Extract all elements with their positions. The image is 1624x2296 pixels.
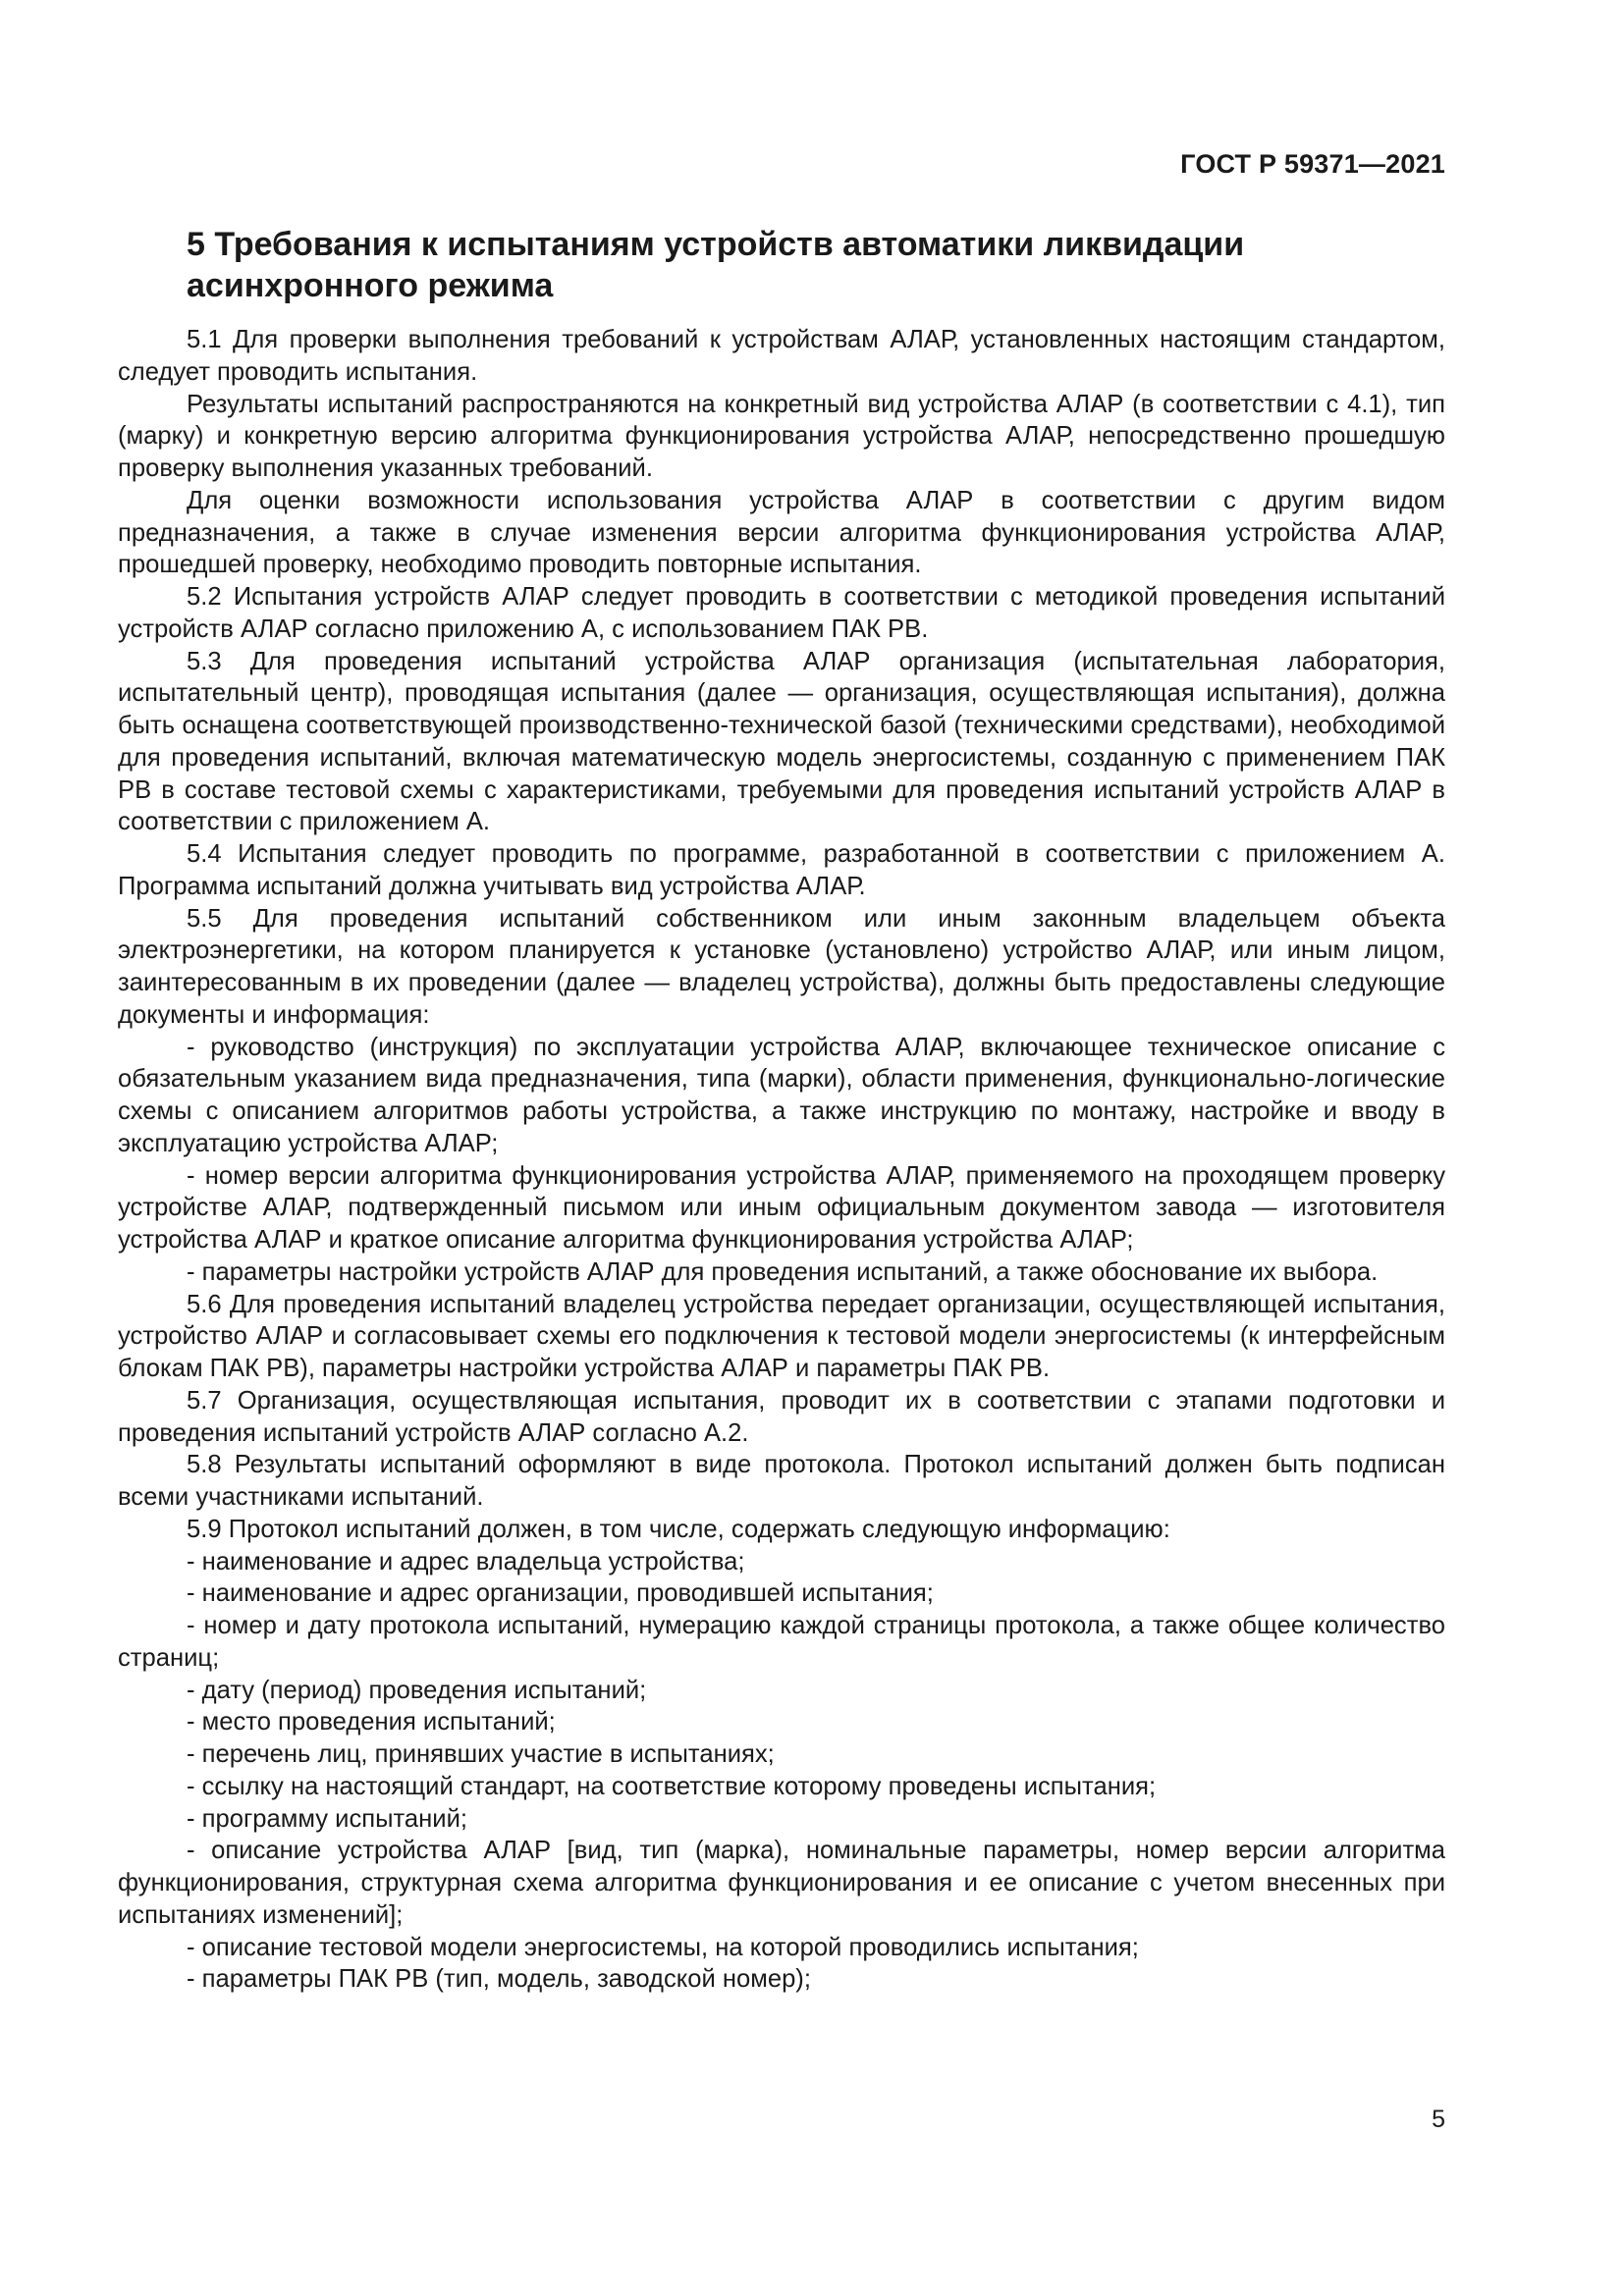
paragraph-5-1: 5.1 Для проверки выполнения требований к устройствам АЛАР, установленных настоящим стандартом, следует проводить испытания. xyxy=(118,326,1445,386)
list-item: - номер и дату протокола испытаний, нумерацию каждой страницы протокола, а также общее количество страниц; xyxy=(118,1612,1445,1672)
paragraph: Для оценки возможности использования устройства АЛАР в соответствии с другим видом предназначения, а также в случае изменения версии алгоритма функционирования устройства АЛАР, прошедшей проверку, необходимо проводить повторные испытания. xyxy=(118,486,1445,579)
section-body xyxy=(118,324,1445,1996)
list-item: - параметры настройки устройств АЛАР для проведения испытаний, а также обоснование их выбора. xyxy=(187,1257,1379,1286)
page-number: 5 xyxy=(1432,2106,1445,2133)
paragraph: Результаты испытаний распространяются на конкретный вид устройства АЛАР (в соответствии с 4.1), тип (марку) и конкретную версию алгоритма функционирования устройства АЛАР, непосредственно прошедшую проверку выполнения указанных требований. xyxy=(118,390,1445,482)
list-item: - руководство (инструкция) по эксплуатации устройства АЛАР, включающее техническое описание с обязательным указанием вида предназначения, типа (марки), области применения, функционально-логические схемы с описанием алгоритмов работы устройства, а также инструкцию по монтажу, настройке и вводу в эксплуатацию устройства АЛАР; xyxy=(118,1033,1445,1157)
paragraph-5-8: 5.8 Результаты испытаний оформляют в виде протокола. Протокол испытаний должен быть подписан всеми участниками испытаний. xyxy=(118,1451,1445,1511)
paragraph-5-2: 5.2 Испытания устройств АЛАР следует проводить в соответствии с методикой проведения испытаний устройств АЛАР согласно приложению А, с использованием ПАК РВ. xyxy=(118,583,1445,643)
paragraph-5-6: 5.6 Для проведения испытаний владелец устройства передает организации, осуществляющей испытания, устройство АЛАР и согласовывает схемы его подключения к тестовой модели энергосистемы (к интерфейсным блокам ПАК РВ), параметры настройки устройства АЛАР и параметры ПАК РВ. xyxy=(118,1290,1445,1382)
list-item: - дату (период) проведения испытаний; xyxy=(187,1676,647,1704)
document-code-header: ГОСТ Р 59371—2021 xyxy=(1180,149,1445,179)
paragraph-5-9: 5.9 Протокол испытаний должен, в том числе, содержать следующую информацию: xyxy=(187,1515,1170,1543)
list-item: - перечень лиц, принявших участие в испытаниях; xyxy=(187,1740,775,1768)
list-item: - параметры ПАК РВ (тип, модель, заводской номер); xyxy=(187,1965,811,1994)
list-item: - ссылку на настоящий стандарт, на соответствие которому проведены испытания; xyxy=(187,1772,1157,1800)
paragraph-5-7: 5.7 Организация, осуществляющая испытания, проводит их в соответствии с этапами подготовки и проведения испытаний устройств АЛАР согласно А.2. xyxy=(118,1386,1445,1447)
list-item: - описание тестовой модели энергосистемы, на которой проводились испытания; xyxy=(187,1933,1139,1961)
paragraph-5-3: 5.3 Для проведения испытаний устройства АЛАР организация (испытательная лаборатория, испытательный центр), проводящая испытания (далее — организация, осуществляющая испытания), должна быть оснащена соответствующей производственно-технической базой (техническими средствами), необходимой для проведения испытаний, включая математическую модель энергосистемы, созданную с применением ПАК РВ в составе тестовой схемы с характеристиками, требуемыми для проведения испытаний устройств АЛАР в соответствии с приложением А. xyxy=(118,647,1445,836)
paragraph-5-4: 5.4 Испытания следует проводить по программе, разработанной в соответствии с приложением А. Программа испытаний должна учитывать вид устройства АЛАР. xyxy=(118,840,1445,900)
list-item: - программу испытаний; xyxy=(187,1804,468,1833)
paragraph-5-5: 5.5 Для проведения испытаний собственником или иным законным владельцем объекта электроэнергетики, на котором планируется к установке (установлено) устройство АЛАР, или иным лицом, заинтересованным в их проведении (далее — владелец устройства), должны быть предоставлены следующие документы и информация: xyxy=(118,904,1445,1029)
list-item: - место проведения испытаний; xyxy=(187,1708,556,1736)
list-item: - наименование и адрес владельца устройства; xyxy=(187,1547,745,1575)
list-item: - наименование и адрес организации, проводившей испытания; xyxy=(187,1579,934,1608)
section-title: 5 Требования к испытаниям устройств автоматики ликвидации асинхронного режима xyxy=(187,226,1245,304)
list-item: - номер версии алгоритма функционирования устройства АЛАР, применяемого на проходящем проверку устройстве АЛАР, подтвержденный письмом или иным официальным документом завода — изготовителя устройства АЛАР и краткое описание алгоритма функционирования устройства АЛАР; xyxy=(118,1161,1445,1254)
list-item: - описание устройства АЛАР [вид, тип (марка), номинальные параметры, номер версии алгоритма функционирования, структурная схема алгоритма функционирования и ее описание с учетом внесенных при испытаниях изменений]; xyxy=(118,1837,1445,1929)
